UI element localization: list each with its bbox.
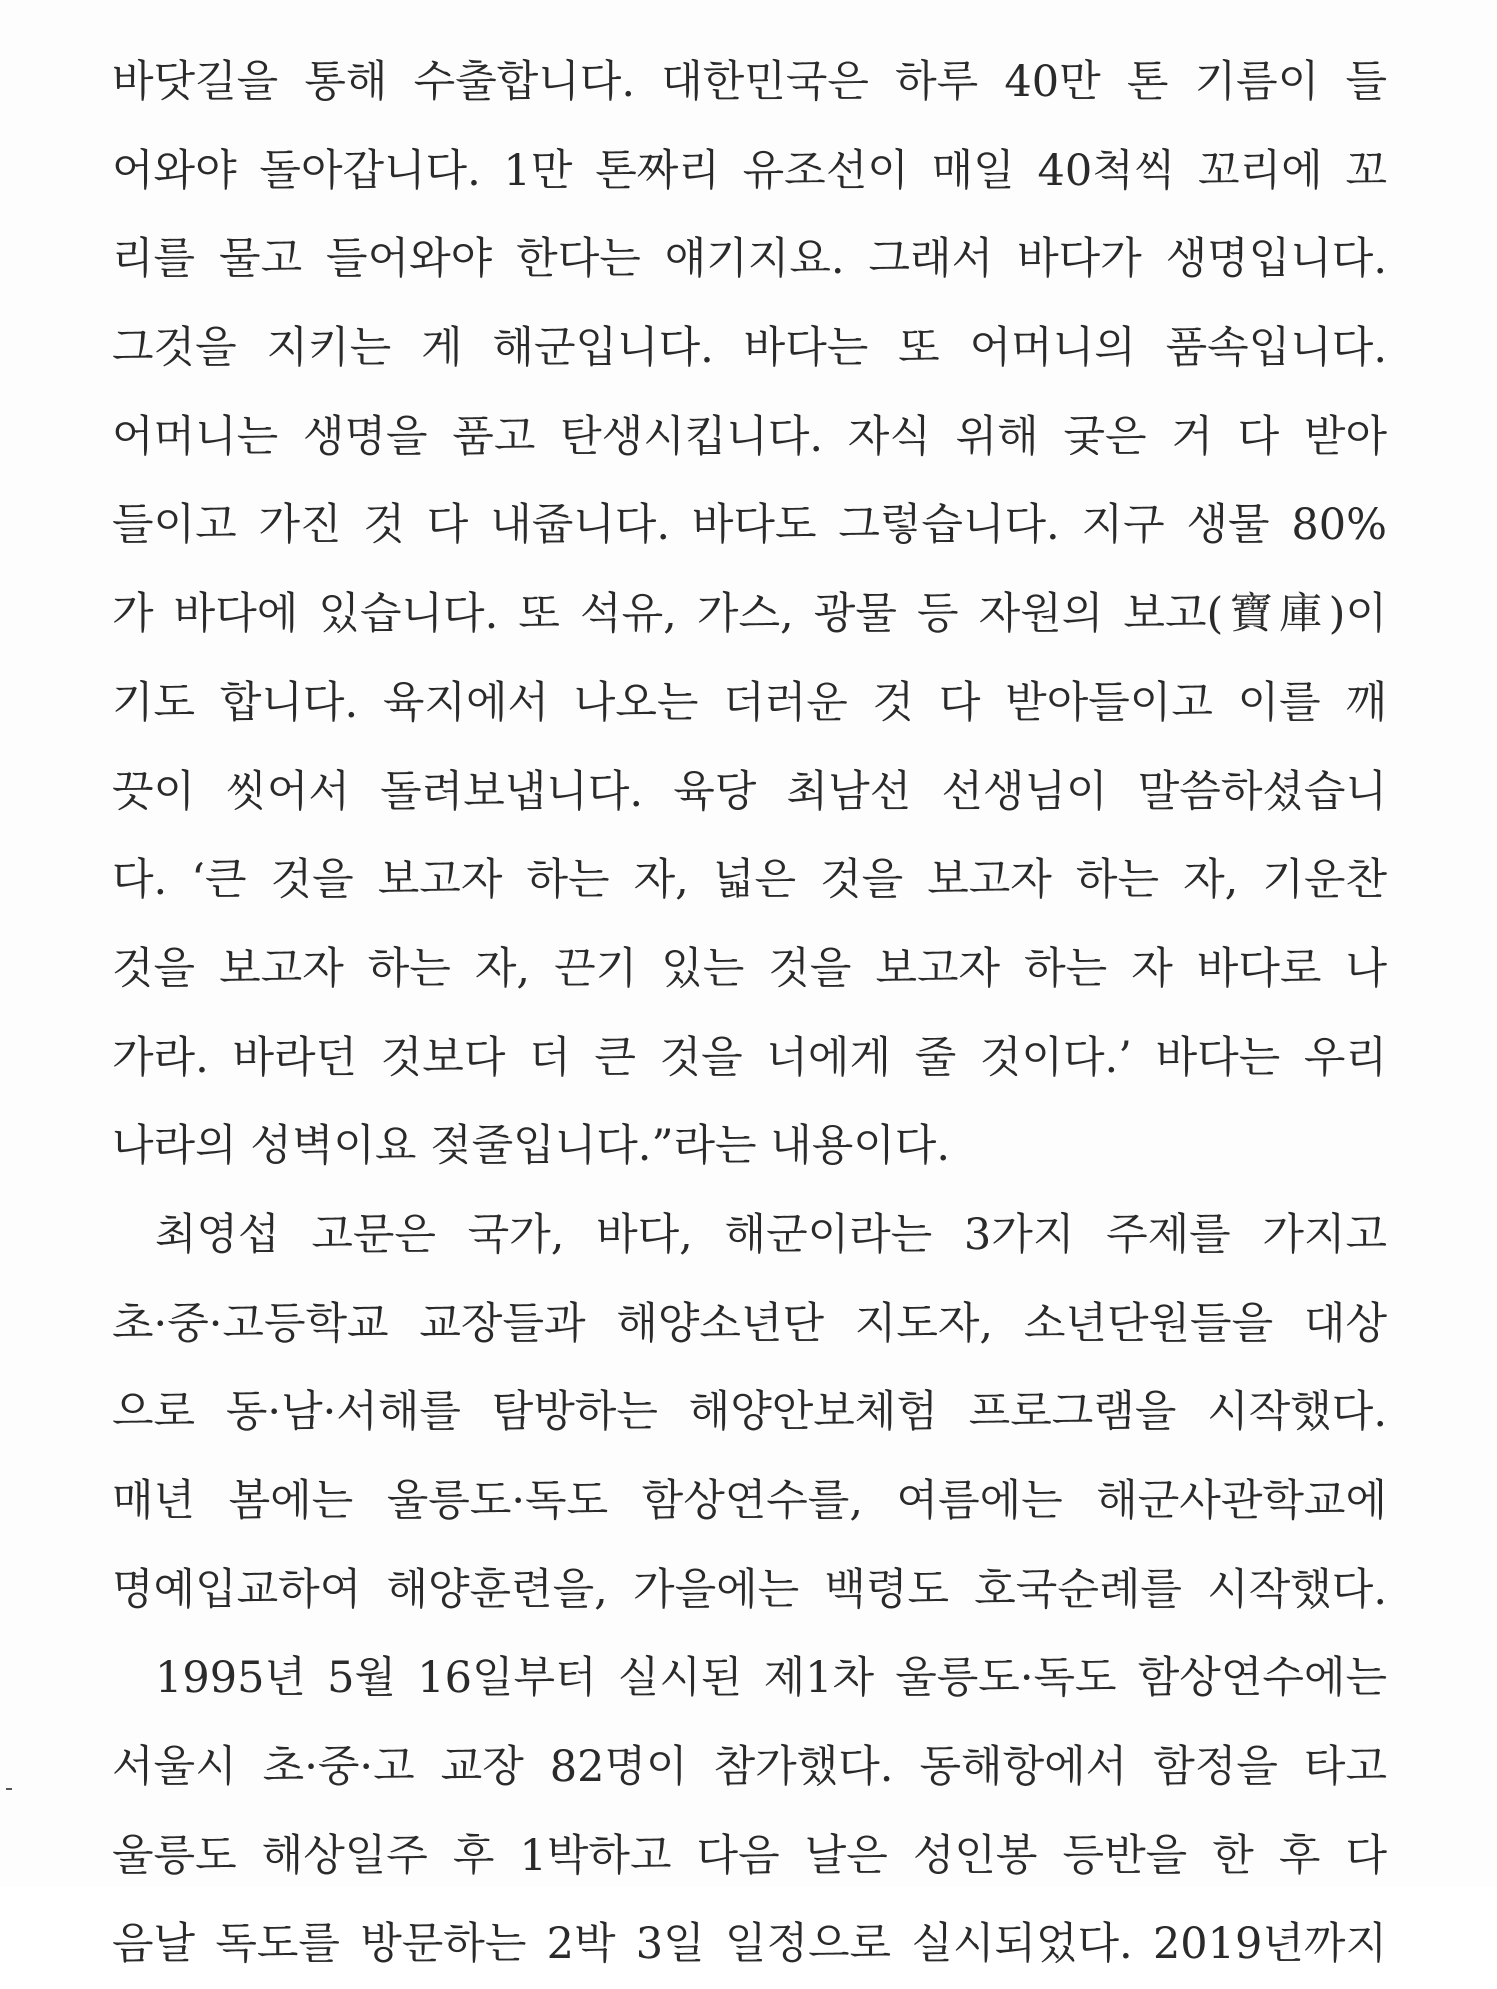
text-line: 들이고 가진 것 다 내줍니다. 바다도 그렇습니다. 지구 생물 80%: [112, 500, 1387, 551]
text-line: 다. ‘큰 것을 보고자 하는 자, 넓은 것을 보고자 하는 자, 기운찬: [112, 855, 1387, 906]
text-line: 음날 독도를 방문하는 2박 3일 일정으로 실시되었다. 2019년까지: [112, 1919, 1387, 1970]
margin-mark: [6, 1788, 12, 1790]
text-line: 명예입교하여 해양훈련을, 가을에는 백령도 호국순례를 시작했다.: [112, 1564, 1387, 1615]
text-line: 그것을 지키는 게 해군입니다. 바다는 또 어머니의 품속입니다.: [112, 323, 1387, 374]
text-line: 울릉도 해상일주 후 1박하고 다음 날은 성인봉 등반을 한 후 다: [112, 1830, 1387, 1881]
text-line: 가라. 바라던 것보다 더 큰 것을 너에게 줄 것이다.’ 바다는 우리: [112, 1032, 1387, 1083]
text-line: 매년 봄에는 울릉도·독도 함상연수를, 여름에는 해군사관학교에: [112, 1476, 1387, 1526]
text-line: 으로 동·남·서해를 탐방하는 해양안보체험 프로그램을 시작했다.: [112, 1387, 1387, 1438]
text-line: 리를 물고 들어와야 한다는 얘기지요. 그래서 바다가 생명입니다.: [112, 234, 1387, 285]
text-line: 바닷길을 통해 수출합니다. 대한민국은 하루 40만 톤 기름이 들: [112, 57, 1387, 107]
body-text: [112, 38, 1387, 1989]
text-line: 끗이 씻어서 돌려보냅니다. 육당 최남선 선생님이 말씀하셨습니: [112, 766, 1387, 817]
text-line: 기도 합니다. 육지에서 나오는 더러운 것 다 받아들이고 이를 깨: [112, 677, 1387, 728]
text-line: 최영섭 고문은 국가, 바다, 해군이라는 3가지 주제를 가지고: [155, 1209, 1387, 1260]
text-line: 서울시 초·중·고 교장 82명이 참가했다. 동해항에서 함정을 타고: [112, 1742, 1387, 1793]
text-line: 나라의 성벽이요 젖줄입니다.”라는 내용이다.: [112, 1121, 951, 1172]
text-line: 것을 보고자 하는 자, 끈기 있는 것을 보고자 하는 자 바다로 나: [112, 943, 1387, 994]
text-line: 어머니는 생명을 품고 탄생시킵니다. 자식 위해 궂은 거 다 받아: [112, 411, 1387, 462]
text-line: 어와야 돌아갑니다. 1만 톤짜리 유조선이 매일 40척씩 꼬리에 꼬: [112, 145, 1387, 196]
text-line: 가 바다에 있습니다. 또 석유, 가스, 광물 등 자원의 보고(寶庫)이: [112, 589, 1387, 640]
text-line: 초·중·고등학교 교장들과 해양소년단 지도자, 소년단원들을 대상: [112, 1298, 1387, 1349]
text-line: 1995년 5월 16일부터 실시된 제1차 울릉도·독도 함상연수에는: [155, 1653, 1387, 1704]
